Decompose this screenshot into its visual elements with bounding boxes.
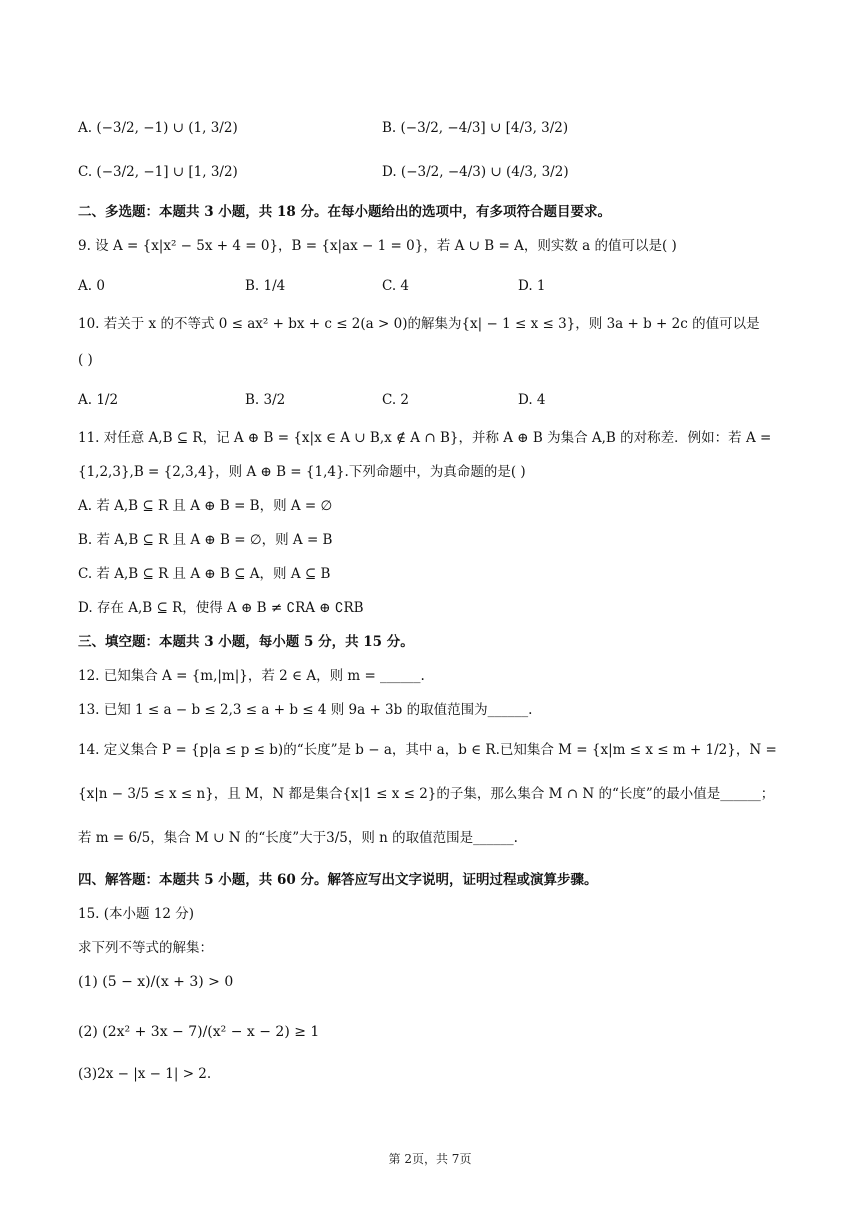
q10-stem-line1: 10. 若关于 x 的不等式 0 ≤ ax² + bx + c ≤ 2(a > 0)的解集为{x| − 1 ≤ x ≤ 3}，则 3a + b + 2c 的值可以是 — [78, 316, 760, 332]
q8-option-c: C. (−3/2, −1] ∪ [1, 3/2) — [78, 164, 238, 180]
q9-option-d: D. 1 — [518, 278, 546, 294]
q8-option-a: A. (−3/2, −1) ∪ (1, 3/2) — [78, 120, 238, 136]
q15-intro: 求下列不等式的解集： — [78, 940, 213, 956]
q14-line3: 若 m = 6/5，集合 M ∪ N 的“长度”大于3/5，则 n 的取值范围是______. — [78, 830, 518, 846]
page-footer: 第 2页，共 7页 — [388, 1152, 472, 1166]
q11-stem-line1: 11. 对任意 A,B ⊆ R，记 A ⊕ B = {x|x ∈ A ∪ B,x ∉ A ∩ B}，并称 A ⊕ B 为集合 A,B 的对称差．例如：若 A = — [78, 430, 772, 446]
q14-line1: 14. 定义集合 P = {p|a ≤ p ≤ b)的“长度”是 b − a，其中 a，b ∈ R.已知集合 M = {x|m ≤ x ≤ m + 1/2}，N = — [78, 742, 777, 758]
q10-stem-line2: ( ) — [78, 352, 93, 368]
q15-part1: (1) (5 − x)/(x + 3) > 0 — [78, 974, 234, 990]
q11-option-b: B. 若 A,B ⊆ R 且 A ⊕ B = ∅，则 A = B — [78, 532, 333, 548]
q12-stem: 12. 已知集合 A = {m,|m|}，若 2 ∈ A，则 m = ______. — [78, 668, 425, 684]
q9-option-b: B. 1/4 — [245, 278, 286, 294]
q15-part3: (3)2x − |x − 1| > 2. — [78, 1066, 212, 1082]
q10-option-b: B. 3/2 — [245, 392, 286, 408]
q15-part2: (2) (2x² + 3x − 7)/(x² − x − 2) ≥ 1 — [78, 1024, 320, 1040]
q11-option-c: C. 若 A,B ⊆ R 且 A ⊕ B ⊆ A，则 A ⊆ B — [78, 566, 331, 582]
q11-option-d: D. 存在 A,B ⊆ R，使得 A ⊕ B ≠ ∁RA ⊕ ∁RB — [78, 600, 364, 616]
q8-option-d: D. (−3/2, −4/3) ∪ (4/3, 3/2) — [382, 164, 569, 180]
q15-title: 15. (本小题 12 分) — [78, 906, 195, 922]
q11-stem-line2: {1,2,3},B = {2,3,4}，则 A ⊕ B = {1,4}.下列命题中，为真命题的是( ) — [78, 464, 526, 480]
q11-option-a: A. 若 A,B ⊆ R 且 A ⊕ B = B，则 A = ∅ — [78, 498, 333, 514]
q9-stem: 9. 设 A = {x|x² − 5x + 4 = 0}，B = {x|ax − 1 = 0}，若 A ∪ B = A，则实数 a 的值可以是( ) — [78, 238, 677, 254]
q14-line2: {x|n − 3/5 ≤ x ≤ n}，且 M，N 都是集合{x|1 ≤ x ≤ 2}的子集，那么集合 M ∩ N 的“长度”的最小值是______； — [78, 786, 775, 802]
q10-option-a: A. 1/2 — [78, 392, 119, 408]
q10-option-c: C. 2 — [382, 392, 410, 408]
section3-heading: 三、填空题：本题共 3 小题，每小题 5 分，共 15 分。 — [78, 634, 414, 650]
q8-option-b: B. (−3/2, −4/3] ∪ [4/3, 3/2) — [382, 120, 569, 136]
section4-heading: 四、解答题：本题共 5 小题，共 60 分。解答应写出文字说明，证明过程或演算步骤。 — [78, 872, 598, 888]
section2-heading: 二、多选题：本题共 3 小题，共 18 分。在每小题给出的选项中，有多项符合题目要求。 — [78, 204, 611, 220]
q9-option-a: A. 0 — [78, 278, 105, 294]
q9-option-c: C. 4 — [382, 278, 410, 294]
q10-option-d: D. 4 — [518, 392, 546, 408]
q13-stem: 13. 已知 1 ≤ a − b ≤ 2,3 ≤ a + b ≤ 4 则 9a + 3b 的取值范围为______. — [78, 702, 533, 718]
